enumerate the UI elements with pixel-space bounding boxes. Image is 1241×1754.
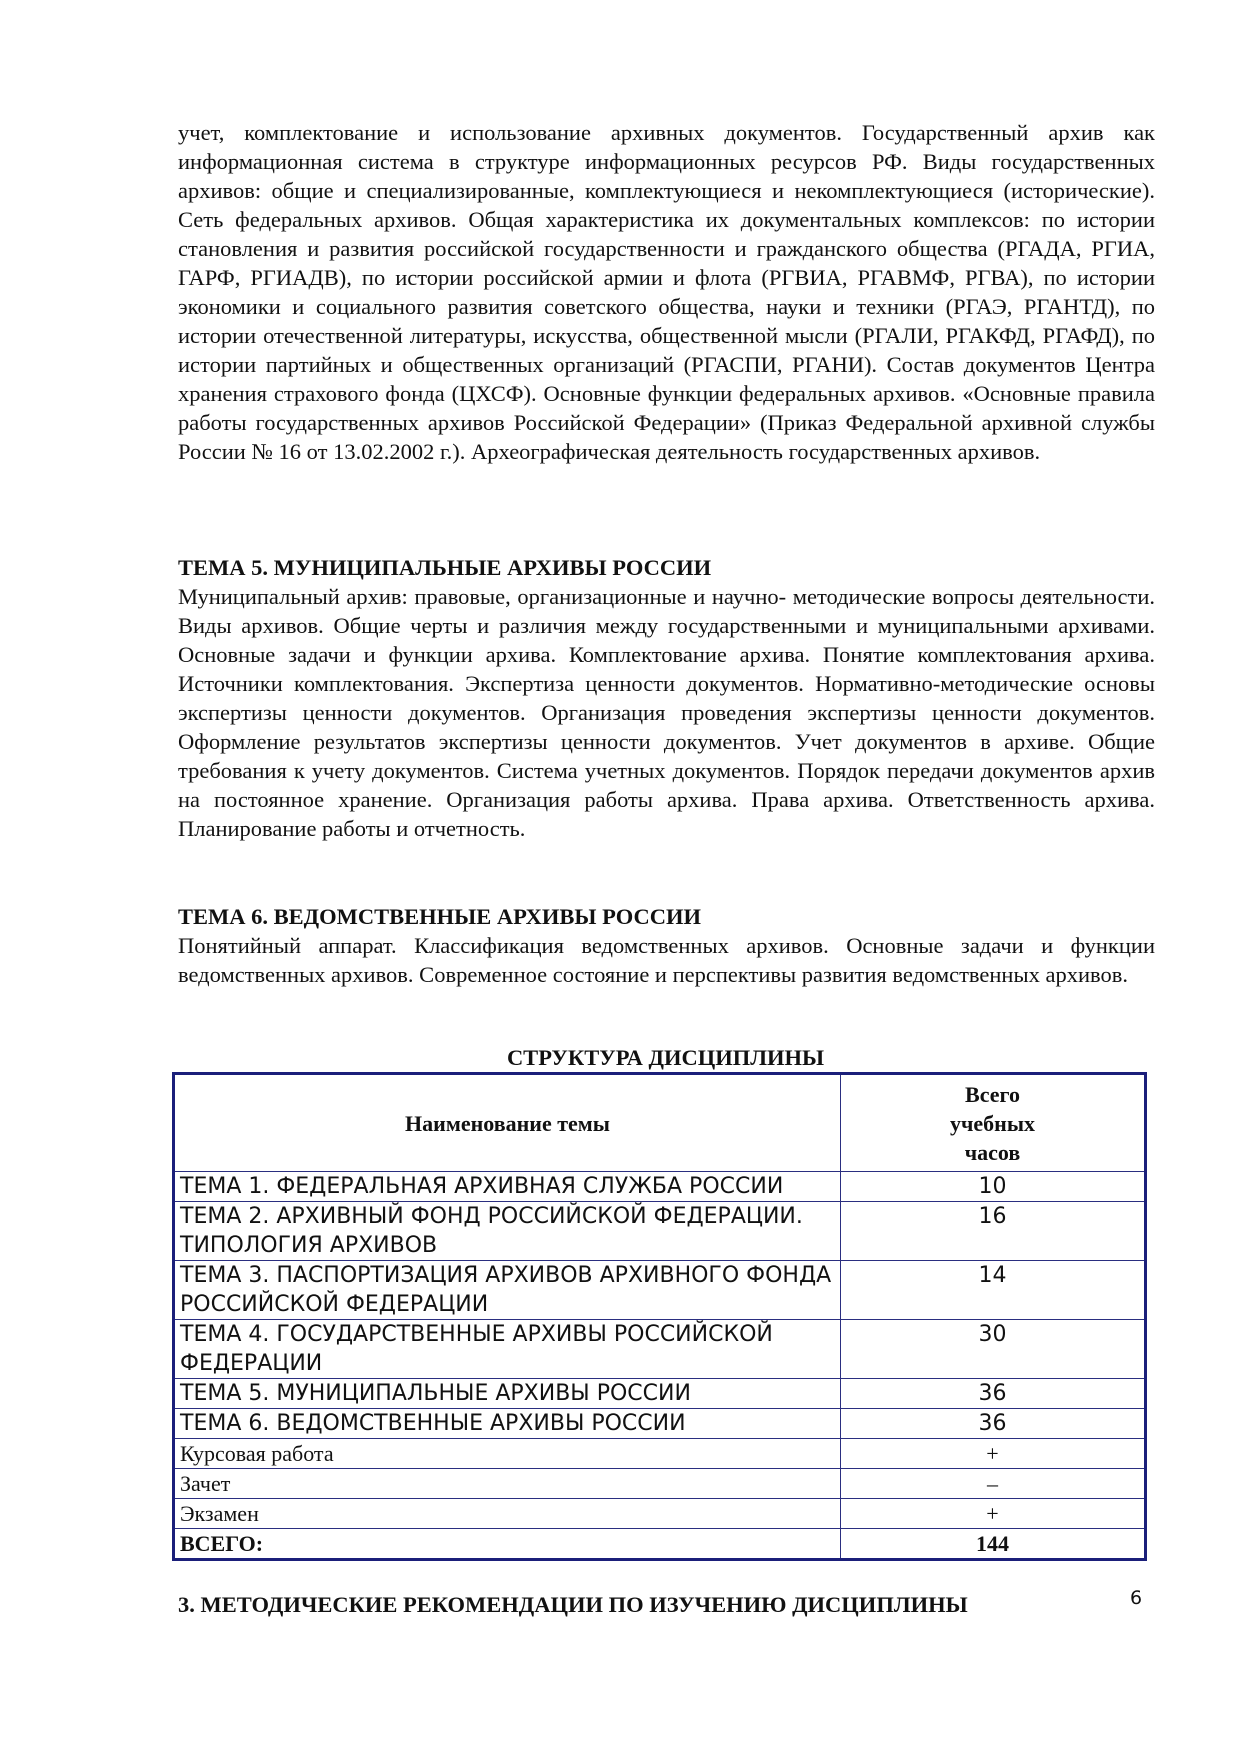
topic-hours-cell: 36 (841, 1379, 1146, 1409)
topic5-heading: ТЕМА 5. МУНИЦИПАЛЬНЫЕ АРХИВЫ РОССИИ (178, 555, 712, 580)
table-row (174, 1172, 1146, 1202)
topic-name-cell: Курсовая работа (174, 1439, 841, 1469)
topic-name-cell: ТЕМА 3. ПАСПОРТИЗАЦИЯ АРХИВОВ АРХИВНОГО ФОНДА РОССИЙСКОЙ ФЕДЕРАЦИИ (174, 1261, 841, 1320)
topic-hours-cell: 10 (841, 1172, 1146, 1202)
topic-name-cell: ТЕМА 2. АРХИВНЫЙ ФОНД РОССИЙСКОЙ ФЕДЕРАЦИИ. ТИПОЛОГИЯ АРХИВОВ (174, 1202, 841, 1261)
topic-hours-cell: + (841, 1439, 1146, 1469)
topic-name-cell: ТЕМА 1. ФЕДЕРАЛЬНАЯ АРХИВНАЯ СЛУЖБА РОССИИ (174, 1172, 841, 1202)
topic6-heading: ТЕМА 6. ВЕДОМСТВЕННЫЕ АРХИВЫ РОССИИ (178, 904, 702, 929)
topic-hours-cell: – (841, 1469, 1146, 1499)
column-header-name: Наименование темы (174, 1074, 841, 1172)
column-header-hours-line-1: Всего (965, 1081, 1020, 1107)
topic-hours-cell: + (841, 1499, 1146, 1529)
table-row (174, 1202, 1146, 1261)
table-row (174, 1469, 1146, 1499)
table-row (174, 1261, 1146, 1320)
table-row (174, 1499, 1146, 1529)
table-row (174, 1409, 1146, 1439)
structure-table (172, 1072, 1147, 1561)
total-row (174, 1529, 1146, 1560)
topic-name-cell: Экзамен (174, 1499, 841, 1529)
structure-table-title: СТРУКТУРА ДИСЦИПЛИНЫ (506, 1045, 825, 1070)
table-row (174, 1320, 1146, 1379)
total-label-cell: ВСЕГО: (174, 1529, 841, 1560)
topic-name-cell: ТЕМА 5. МУНИЦИПАЛЬНЫЕ АРХИВЫ РОССИИ (174, 1379, 841, 1409)
column-header-hours (841, 1074, 1146, 1172)
topic5-paragraph: Муниципальный архив: правовые, организационные и научно- методические вопросы деятельности. Виды архивов. Общие черты и различия между государственными и муниципальными архивами. Основные задачи и функции архива. Комплектование архива. Понятие комплектования архива. Источники комплектования. Экспертиза ценности документов. Нормативно-методические основы экспертизы ценности документов. Организация проведения экспертизы ценности документов. Оформление результатов экспертизы ценности документов. Учет документов в архиве. Общие требования к учету документов. Система учетных документов. Порядок передачи документов архив на постоянное хранение. Организация работы архива. Права архива. Ответственность архива. Планирование работы и отчетность. (178, 584, 1155, 841)
topic-hours-cell: 14 (841, 1261, 1146, 1320)
column-header-hours-line-2: учебных (949, 1110, 1036, 1136)
topic-hours-cell: 36 (841, 1409, 1146, 1439)
topic-name-cell: ТЕМА 4. ГОСУДАРСТВЕННЫЕ АРХИВЫ РОССИЙСКОЙ ФЕДЕРАЦИИ (174, 1320, 841, 1379)
column-header-hours-line-3: часов (964, 1139, 1021, 1165)
intro-paragraph: учет, комплектование и использование архивных документов. Государственный архив как информационная система в структуре информационных ресурсов РФ. Виды государственных архивов: общие и специализированные, комплектующиеся и некомплектующиеся (исторические). Сеть федеральных архивов. Общая характеристика их документальных комплексов: по истории становления и развития российской государственности и гражданского общества (РГАДА, РГИА, ГАРФ, РГИАДВ), по истории российской армии и флота (РГВИА, РГАВМФ, РГВА), по истории экономики и социального развития советского общества, науки и техники (РГАЭ, РГАНТД), по истории отечественной литературы, искусства, общественной мысли (РГАЛИ, РГАКФД, РГАФД), по истории партийных и общественных организаций (РГАСПИ, РГАНИ). Состав документов Центра хранения страхового фонда (ЦХСФ). Основные функции федеральных архивов. «Основные правила работы государственных архивов Российской Федерации» (Приказ Федеральной архивной службы России № 16 от 13.02.2002 г.). Археографическая деятельность государственных архивов. (178, 120, 1155, 464)
page-number: 6 (1130, 1587, 1143, 1609)
table-row (174, 1379, 1146, 1409)
table-row (174, 1439, 1146, 1469)
topic6-paragraph: Понятийный аппарат. Классификация ведомственных архивов. Основные задачи и функции ведомственных архивов. Современное состояние и перспективы развития ведомственных архивов. (178, 933, 1155, 987)
table-header-row (174, 1074, 1146, 1172)
section3-heading: 3. МЕТОДИЧЕСКИЕ РЕКОМЕНДАЦИИ ПО ИЗУЧЕНИЮ ДИСЦИПЛИНЫ (178, 1592, 968, 1617)
topic-hours-cell: 16 (841, 1202, 1146, 1261)
topic-hours-cell: 30 (841, 1320, 1146, 1379)
topic-name-cell: ТЕМА 6. ВЕДОМСТВЕННЫЕ АРХИВЫ РОССИИ (174, 1409, 841, 1439)
topic-name-cell: Зачет (174, 1469, 841, 1499)
total-hours-cell: 144 (841, 1529, 1146, 1560)
